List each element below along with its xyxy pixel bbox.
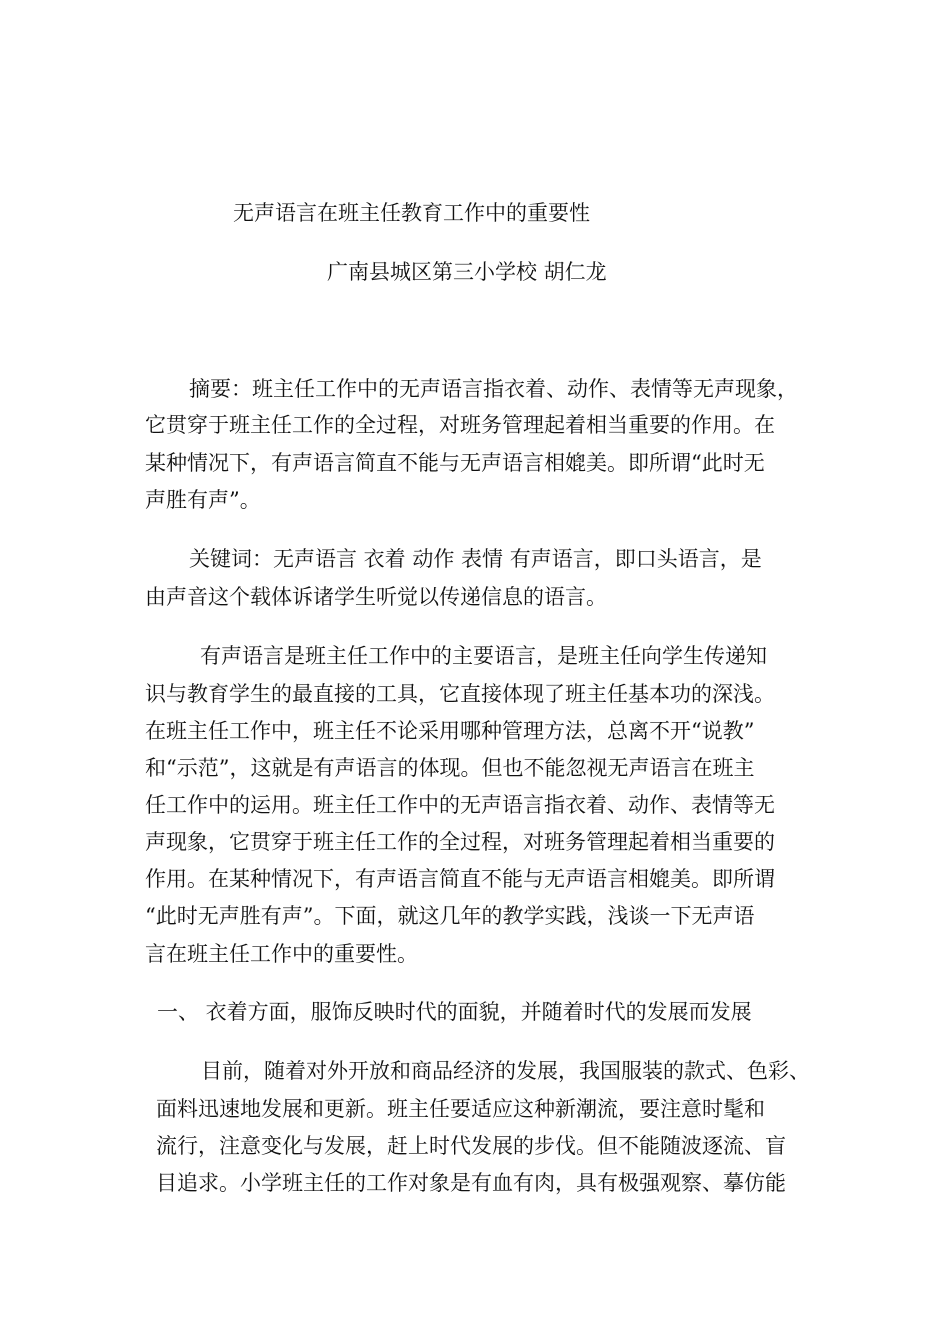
intro-line: 在班主任工作中，班主任不论采用哪种管理方法，总离不开“说教”: [145, 719, 755, 743]
intro-line: 声现象，它贯穿于班主任工作的全过程，对班务管理起着相当重要的: [145, 830, 775, 854]
section-body-line: 目追求。小学班主任的工作对象是有血有肉，具有极强观察、摹仿能: [156, 1171, 786, 1195]
intro-line: 有声语言是班主任工作中的主要语言，是班主任向学生传递知: [200, 644, 767, 668]
keywords-line: 由声音这个载体诉诸学生听觉以传递信息的语言。: [145, 585, 607, 609]
intro-line: “此时无声胜有声”。下面，就这几年的教学实践，浅谈一下无声语: [145, 904, 755, 928]
document-title: 无声语言在班主任教育工作中的重要性: [233, 201, 590, 225]
section-heading: 一、 衣着方面，服饰反映时代的面貌，并随着时代的发展而发展: [157, 1000, 752, 1024]
intro-line: 作用。在某种情况下，有声语言简直不能与无声语言相媲美。即所谓: [145, 867, 775, 891]
abstract-line: 某种情况下，有声语言简直不能与无声语言相媲美。即所谓“此时无: [145, 451, 765, 475]
intro-line: 识与教育学生的最直接的工具，它直接体现了班主任基本功的深浅。: [145, 682, 775, 706]
keywords-line: 关键词：无声语言 衣着 动作 表情 有声语言，即口头语言，是: [189, 547, 762, 571]
abstract-line: 它贯穿于班主任工作的全过程，对班务管理起着相当重要的作用。在: [145, 413, 775, 437]
intro-line: 任工作中的运用。班主任工作中的无声语言指衣着、动作、表情等无: [145, 793, 775, 817]
document-author: 广南县城区第三小学校 胡仁龙: [327, 260, 607, 284]
section-body-line: 面料迅速地发展和更新。班主任要适应这种新潮流，要注意时髦和: [156, 1097, 765, 1121]
abstract-line: 摘要：班主任工作中的无声语言指衣着、动作、表情等无声现象，: [189, 377, 798, 401]
intro-line: 和“示范”，这就是有声语言的体现。但也不能忽视无声语言在班主: [145, 756, 755, 780]
section-body-line: 目前，随着对外开放和商品经济的发展，我国服装的款式、色彩、: [201, 1059, 810, 1083]
section-body-line: 流行，注意变化与发展，赶上时代发展的步伐。但不能随波逐流、盲: [156, 1134, 786, 1158]
intro-line: 言在班主任工作中的重要性。: [145, 942, 418, 966]
abstract-line: 声胜有声”。: [145, 488, 261, 512]
